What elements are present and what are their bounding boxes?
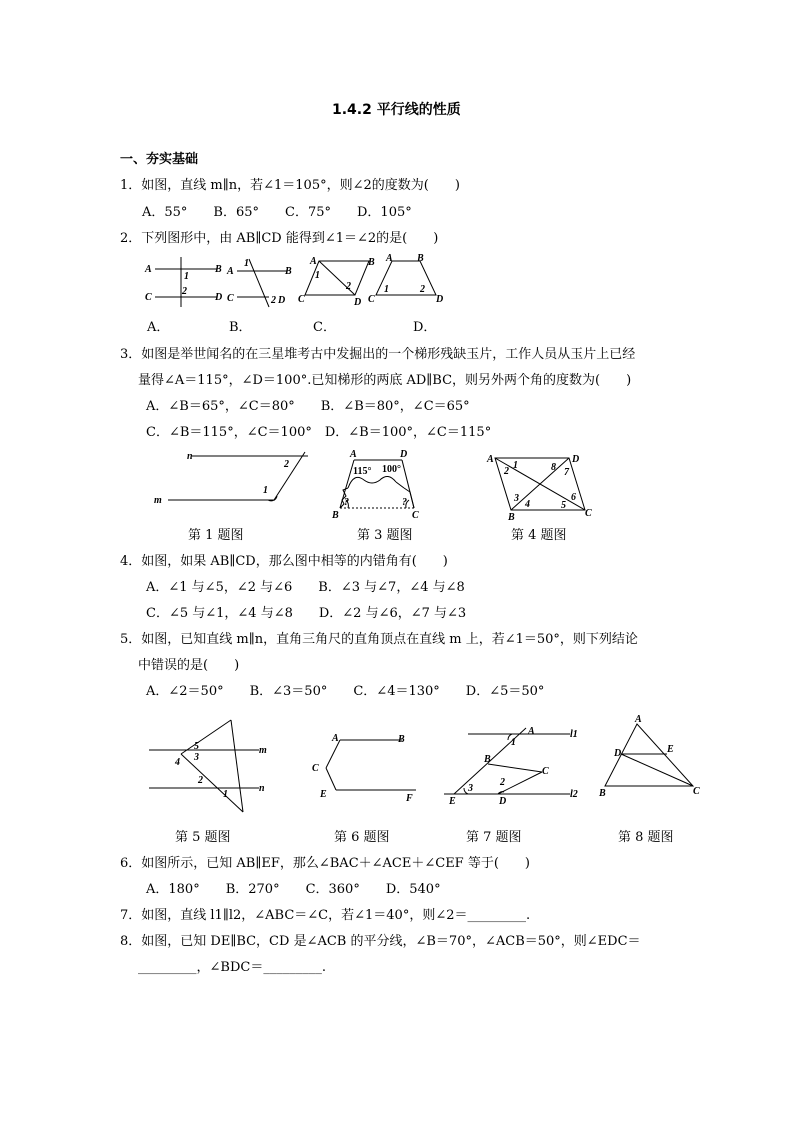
label: C (145, 292, 152, 303)
question-5-stem-2: 中错误的是( ) (138, 658, 240, 673)
label: 100° (382, 464, 401, 475)
question-5-options: A．∠2＝50° B．∠3＝50° C．∠4＝130° D．∠5＝50° (146, 684, 545, 699)
label: D (614, 748, 622, 759)
figure-3 (330, 448, 430, 523)
label: A (635, 714, 642, 725)
label: E (449, 796, 456, 807)
figure-7-caption: 第 7 题图 (466, 830, 522, 845)
label: n (259, 783, 265, 794)
label: 1 (511, 737, 516, 748)
figure-5 (145, 718, 270, 818)
figure-4 (485, 450, 600, 523)
q2-figure-a (145, 255, 225, 310)
label: D (572, 454, 580, 465)
figure-1-caption: 第 1 题图 (188, 528, 244, 543)
question-1-stem: 1．如图，直线 m∥n，若∠1＝105°，则∠2的度数为( ) (120, 178, 460, 193)
label: C (412, 510, 419, 521)
figure-6 (308, 728, 423, 808)
label: m (259, 745, 267, 756)
label: l1 (570, 729, 578, 740)
label: D (436, 294, 444, 305)
question-4-options-1: A．∠1 与∠5，∠2 与∠6 B．∠3 与∠7，∠4 与∠8 (146, 580, 465, 595)
label: D (354, 297, 362, 308)
question-8-stem-1: 8．如图，已知 DE∥BC，CD 是∠ACB 的平分线，∠B＝70°，∠ACB＝50°，则∠EDC＝ (120, 934, 641, 949)
question-3-options-1: A．∠B＝65°，∠C＝80° B．∠B＝80°，∠C＝65° (146, 399, 470, 414)
label: 4 (525, 499, 530, 510)
label: F (406, 793, 413, 804)
label: A (487, 454, 494, 465)
question-3-options-2: C．∠B＝115°，∠C＝100° D．∠B＝100°，∠C＝115° (146, 425, 492, 440)
label: E (320, 789, 327, 800)
label: 4 (175, 757, 180, 768)
label: 2 (198, 775, 203, 786)
question-4-options-2: C．∠5 与∠1，∠4 与∠8 D．∠2 与∠6，∠7 与∠3 (146, 606, 467, 621)
label: 3 (468, 783, 473, 794)
label: 2 (284, 459, 289, 470)
figure-1 (150, 450, 315, 510)
label: 2 (500, 777, 505, 788)
label: B (368, 257, 375, 268)
label: B (417, 253, 424, 264)
figure-8 (595, 712, 710, 804)
label: B (332, 510, 339, 521)
label: 2 (504, 466, 509, 477)
label: n (187, 451, 193, 462)
label: 1 (184, 271, 189, 282)
label: l2 (570, 789, 578, 800)
label: 3 (514, 493, 519, 504)
label: 1 (315, 270, 320, 281)
question-5-stem-1: 5．如图，已知直线 m∥n，直角三角尺的直角顶点在直线 m 上，若∠1＝50°，则下列结论 (120, 632, 638, 647)
q2-option-c: C． (313, 320, 336, 335)
label: 2 (420, 284, 425, 295)
question-2-stem: 2．下列图形中，由 AB∥CD 能得到∠1＝∠2的是( ) (120, 231, 439, 246)
label: 115° (353, 466, 372, 477)
figure-4-caption: 第 4 题图 (511, 528, 567, 543)
figure-6-caption: 第 6 题图 (334, 830, 390, 845)
label: B (508, 512, 515, 523)
q2-option-a: A． (147, 320, 170, 335)
label: B (599, 788, 606, 799)
label: D (215, 292, 223, 303)
label: C (542, 766, 549, 777)
label: A (386, 253, 393, 264)
label: ? (344, 497, 349, 508)
question-6-stem: 6．如图所示，已知 AB∥EF，那么∠BAC＋∠ACE＋∠CEF 等于( ) (120, 856, 530, 871)
figure-8-caption: 第 8 题图 (618, 830, 674, 845)
label: B (484, 754, 491, 765)
label: D (499, 796, 507, 807)
question-3-stem-1: 3．如图是举世闻名的在三星堆考古中发掘出的一个梯形残缺玉片，工作人员从玉片上已经 (120, 347, 636, 362)
question-6-options: A．180° B．270° C．360° D．540° (146, 882, 441, 897)
page-title: 1.4.2 平行线的性质 (332, 102, 461, 118)
label: C (227, 293, 234, 304)
label: D (400, 449, 408, 460)
label: 8 (551, 462, 556, 473)
label: C (298, 294, 305, 305)
question-1-options: A．55° B．65° C．75° D．105° (142, 205, 412, 220)
label: B (285, 266, 292, 277)
label: 2 (182, 286, 187, 297)
question-4-stem: 4．如图，如果 AB∥CD，那么图中相等的内错角有( ) (120, 554, 448, 569)
label: 5 (561, 500, 566, 511)
q2-option-d: D． (413, 320, 437, 335)
figure-7 (438, 720, 588, 812)
label: C (585, 508, 592, 519)
label: 1 (384, 284, 389, 295)
label: 3 (194, 752, 199, 763)
section-heading: 一、夯实基础 (120, 152, 199, 167)
label: A (350, 449, 357, 460)
label: 1 (223, 789, 228, 800)
label: B (215, 264, 222, 275)
label: C (312, 763, 319, 774)
q2-figure-b (227, 255, 302, 310)
label: 1 (263, 485, 268, 496)
label: C (693, 786, 700, 797)
label: A (332, 733, 339, 744)
label: 1 (244, 258, 249, 269)
label: 2 (346, 281, 351, 292)
label: E (667, 744, 674, 755)
label: 6 (571, 492, 576, 503)
label: 2 (271, 295, 276, 306)
label: A (528, 726, 535, 737)
label: D (278, 295, 286, 306)
question-8-stem-2: _________，∠BDC＝_________. (138, 960, 326, 975)
label: ? (402, 497, 407, 508)
label: 7 (564, 467, 569, 478)
label: A (145, 264, 152, 275)
figure-5-caption: 第 5 题图 (175, 830, 231, 845)
q2-option-b: B． (229, 320, 252, 335)
label: 1 (513, 460, 518, 471)
question-7-stem: 7．如图，直线 l1∥l2，∠ABC＝∠C，若∠1＝40°，则∠2＝_________. (120, 908, 531, 923)
label: A (227, 266, 234, 277)
label: B (398, 734, 405, 745)
label: A (310, 256, 317, 267)
label: C (368, 294, 375, 305)
label: m (154, 495, 162, 506)
question-3-stem-2: 量得∠A＝115°，∠D＝100°.已知梯形的两底 AD∥BC，则另外两个角的度数为( ) (138, 373, 632, 388)
q2-figure-d (368, 253, 452, 310)
label: 5 (194, 741, 199, 752)
figure-3-caption: 第 3 题图 (357, 528, 413, 543)
